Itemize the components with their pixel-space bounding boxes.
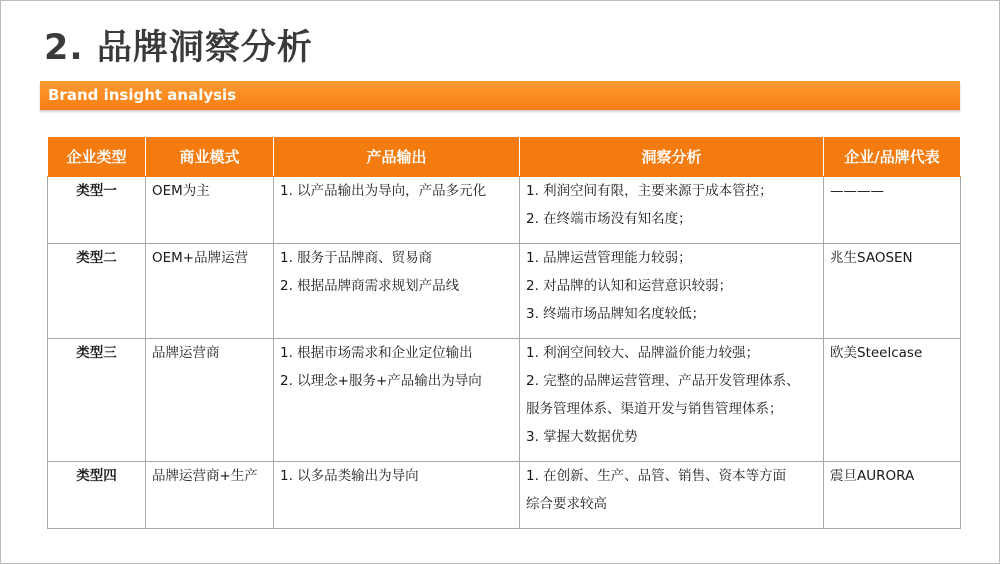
model-cell <box>146 177 274 244</box>
type-cell <box>48 339 146 462</box>
model-cell <box>146 244 274 339</box>
type-label: 类型三 <box>76 345 117 361</box>
type-cell <box>48 462 146 529</box>
output-line: 2. 以理念+服务+产品输出为导向 <box>280 373 482 389</box>
type-label: 类型四 <box>76 468 117 484</box>
insight-cell <box>520 244 824 339</box>
brand-insight-table <box>47 136 961 529</box>
insight-line: 服务管理体系、渠道开发与销售管理体系； <box>526 401 783 417</box>
brand-text: 兆生SAOSEN <box>830 250 913 266</box>
brand-text: 震旦AURORA <box>830 468 915 484</box>
insight-line: 1. 品牌运营管理能力较弱； <box>526 250 692 266</box>
insight-cell <box>520 462 824 529</box>
model-text: OEM+品牌运营 <box>152 250 249 266</box>
model-text: 品牌运营商 <box>152 345 220 361</box>
table-row <box>48 339 961 462</box>
brand-cell <box>824 462 961 529</box>
table-row <box>48 177 961 244</box>
type-label: 类型一 <box>76 183 117 199</box>
model-text: 品牌运营商+生产 <box>152 468 258 484</box>
brand-cell <box>824 339 961 462</box>
output-line: 2. 根据品牌商需求规划产品线 <box>280 278 460 294</box>
type-label: 类型二 <box>76 250 117 266</box>
header-business-model: 商业模式 <box>146 137 274 177</box>
header-brand-representative: 企业/品牌代表 <box>824 137 961 177</box>
type-cell <box>48 177 146 244</box>
insight-cell <box>520 339 824 462</box>
output-line: 1. 以产品输出为导向，产品多元化 <box>280 183 487 199</box>
insight-line: 3. 掌握大数据优势 <box>526 429 638 445</box>
insight-line: 2. 完整的品牌运营管理、产品开发管理体系、 <box>526 373 800 389</box>
output-line: 1. 根据市场需求和企业定位输出 <box>280 345 473 361</box>
type-cell <box>48 244 146 339</box>
model-text: OEM为主 <box>152 183 210 199</box>
output-line: 1. 服务于品牌商、贸易商 <box>280 250 433 266</box>
subtitle-bar <box>40 81 960 110</box>
output-cell <box>274 462 520 529</box>
header-enterprise-type: 企业类型 <box>48 137 146 177</box>
output-cell <box>274 244 520 339</box>
insight-line: 2. 在终端市场没有知名度； <box>526 211 692 227</box>
output-line: 1. 以多品类输出为导向 <box>280 468 419 484</box>
model-cell <box>146 462 274 529</box>
brand-cell <box>824 244 961 339</box>
brand-text: 欧美Steelcase <box>830 345 923 361</box>
output-cell <box>274 177 520 244</box>
insight-line: 1. 在创新、生产、品管、销售、资本等方面 <box>526 468 787 484</box>
subtitle-text: Brand insight analysis <box>48 86 237 104</box>
insight-line: 1. 利润空间较大、品牌溢价能力较强； <box>526 345 760 361</box>
output-cell <box>274 339 520 462</box>
model-cell <box>146 339 274 462</box>
insight-line: 1. 利润空间有限，主要来源于成本管控； <box>526 183 773 199</box>
page-title: 2. 品牌洞察分析 <box>44 28 313 68</box>
header-insight-analysis: 洞察分析 <box>520 137 824 177</box>
table-header-row <box>48 137 961 177</box>
table-row <box>48 244 961 339</box>
header-product-output: 产品输出 <box>274 137 520 177</box>
brand-cell <box>824 177 961 244</box>
brand-text: ———— <box>830 183 884 199</box>
insight-line: 综合要求较高 <box>526 496 607 512</box>
insight-line: 3. 终端市场品牌知名度较低； <box>526 306 706 322</box>
insight-cell <box>520 177 824 244</box>
table-row <box>48 462 961 529</box>
insight-line: 2. 对品牌的认知和运营意识较弱； <box>526 278 733 294</box>
